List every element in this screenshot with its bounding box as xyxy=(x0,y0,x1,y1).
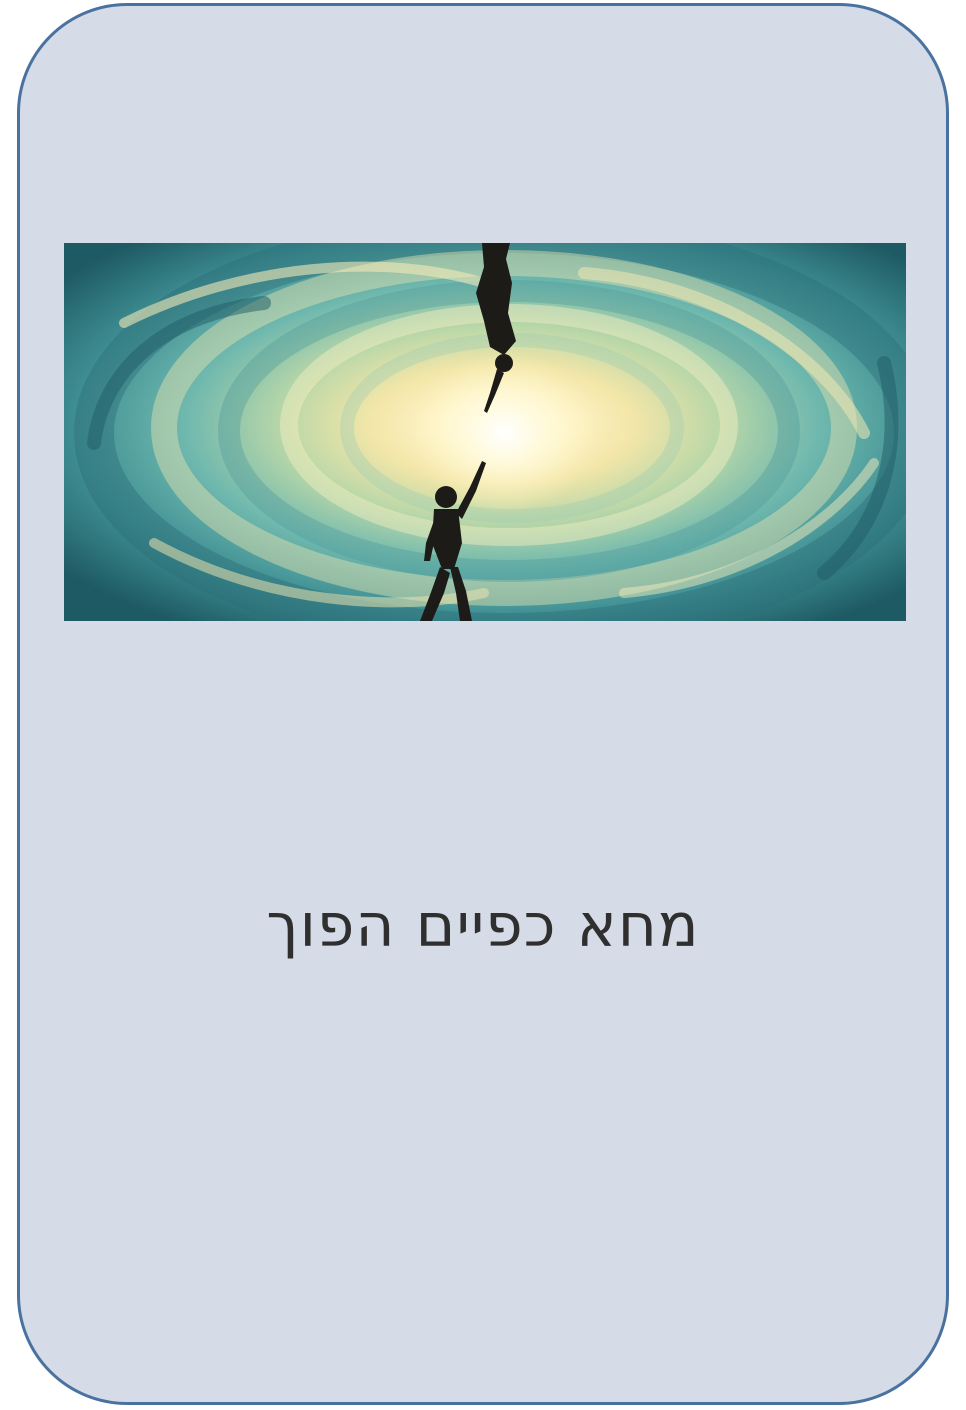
card-illustration xyxy=(64,243,906,621)
card-title: מחא כפיים הפוך xyxy=(266,891,700,961)
game-card[interactable] xyxy=(17,3,949,1405)
